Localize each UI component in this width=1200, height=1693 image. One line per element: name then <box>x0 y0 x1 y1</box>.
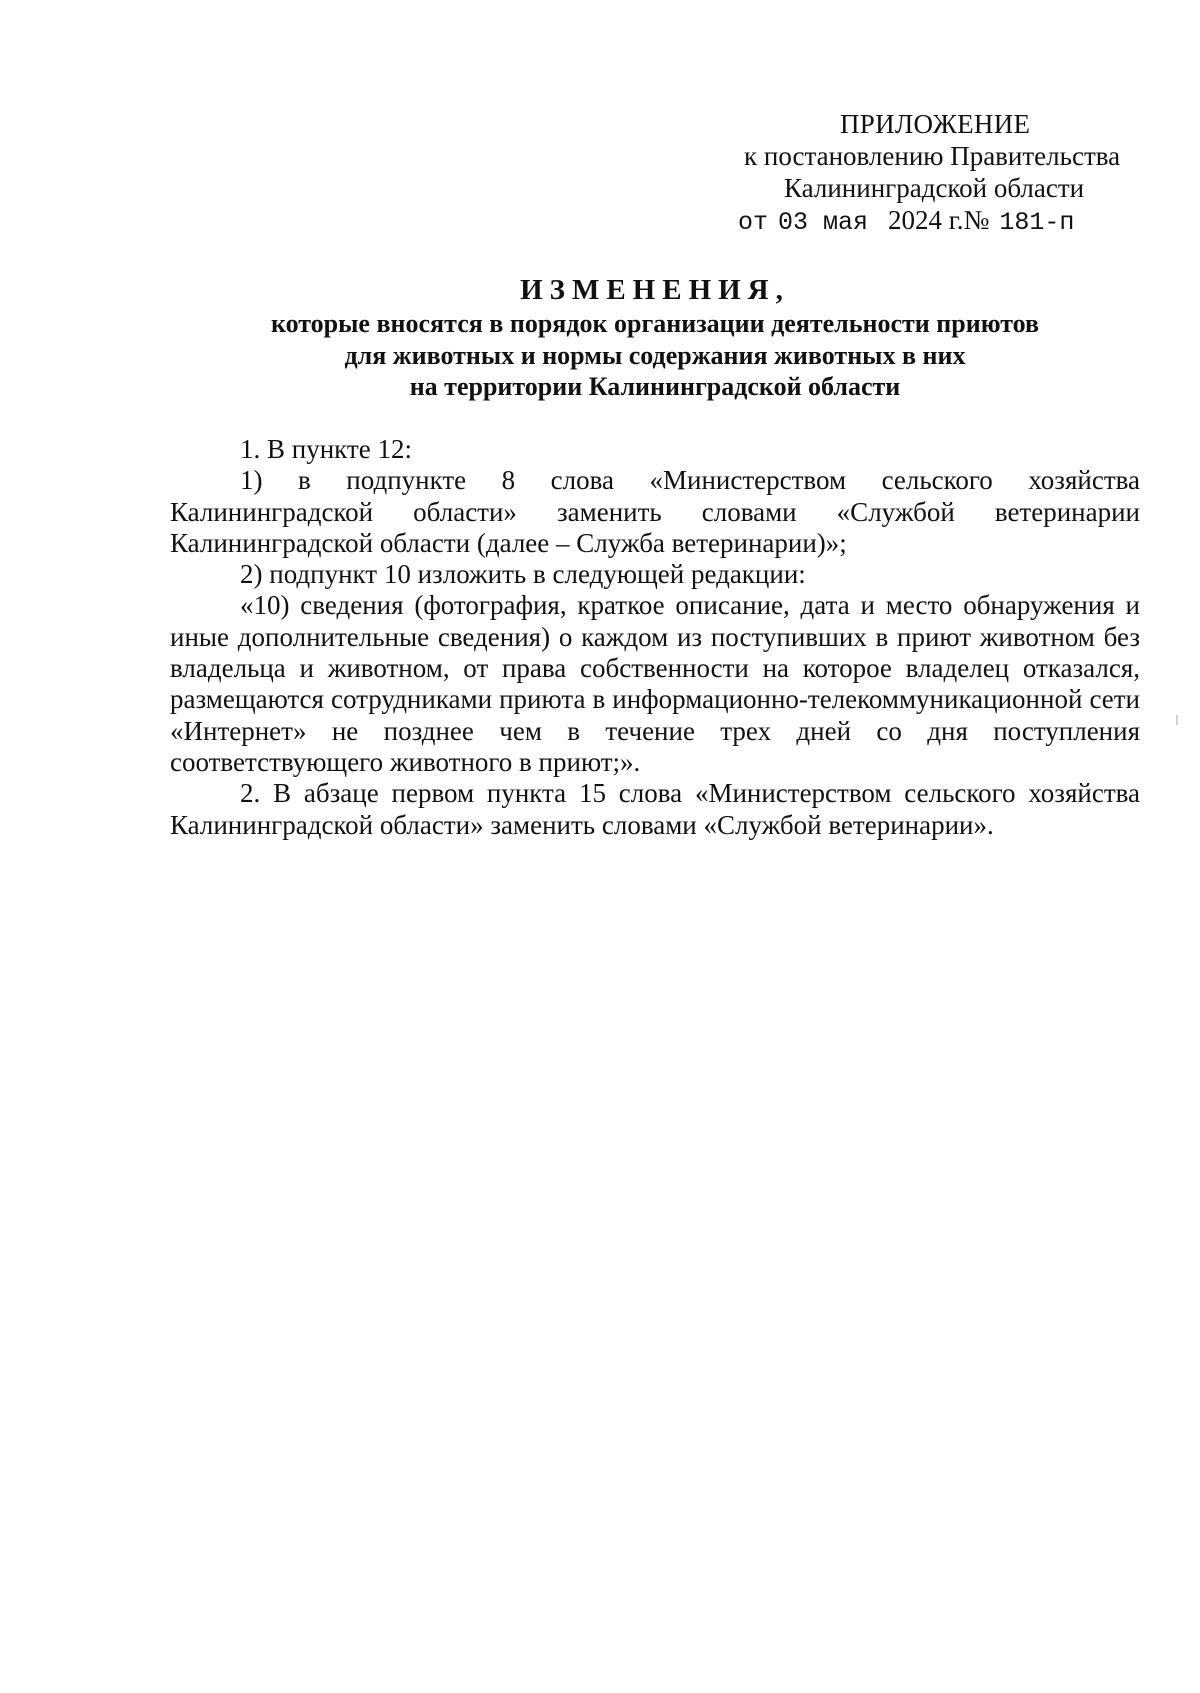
paragraph-2: 1) в подпункте 8 слова «Министерством сельского хозяйства Калининградской области» заменить словами «Службой ветеринарии Калининградской области (далее – Служба ветеринарии)»; <box>170 465 1140 558</box>
appendix-resolution-line: к постановлению Правительства <box>744 141 1121 171</box>
appendix-from-label: от <box>738 208 769 237</box>
document-title-main: ИЗМЕНЕНИЯ, <box>520 274 790 306</box>
paragraph-5: 2. В абзаце первом пункта 15 слова «Министерством сельского хозяйства Калининградской области» заменить словами «Службой ветеринарии». <box>170 778 1140 840</box>
appendix-number: 181-п <box>999 208 1075 237</box>
document-title <box>170 272 1140 403</box>
document-body <box>170 434 1140 841</box>
appendix-year: 2024 г. <box>888 205 964 235</box>
appendix-header <box>700 108 1140 239</box>
paragraph-3: 2) подпункт 10 изложить в следующей редакции: <box>240 559 806 590</box>
paragraph-4: «10) сведения (фотография, краткое описание, дата и место обнаружения и иные дополнительные сведения) о каждом из поступивших в приют животном без владельца и животном, от права собственности на которое владелец отказался, размещаются сотрудниками приюта в информационно-телекоммуникационной сети «Интернет» не позднее чем в течение трех дней со дня поступления соответствующего животного в приют;». <box>170 590 1140 777</box>
document-subtitle-line-2: для животных и нормы содержания животных в них <box>344 340 966 370</box>
document-subtitle-line-1: которые вносятся в порядок организации деятельности приютов <box>270 309 1040 338</box>
document-subtitle-line-3: на территории Калининградской области <box>409 372 901 401</box>
paragraph-1: 1. В пункте 12: <box>240 434 412 464</box>
scan-margin-mark <box>1176 715 1178 725</box>
appendix-date: 03 мая <box>778 208 869 237</box>
appendix-date-number-line <box>700 204 1140 239</box>
appendix-title: ПРИЛОЖЕНИЕ <box>840 109 1031 139</box>
appendix-region-line: Калининградской области <box>784 173 1085 203</box>
appendix-number-sign: № <box>963 205 990 235</box>
